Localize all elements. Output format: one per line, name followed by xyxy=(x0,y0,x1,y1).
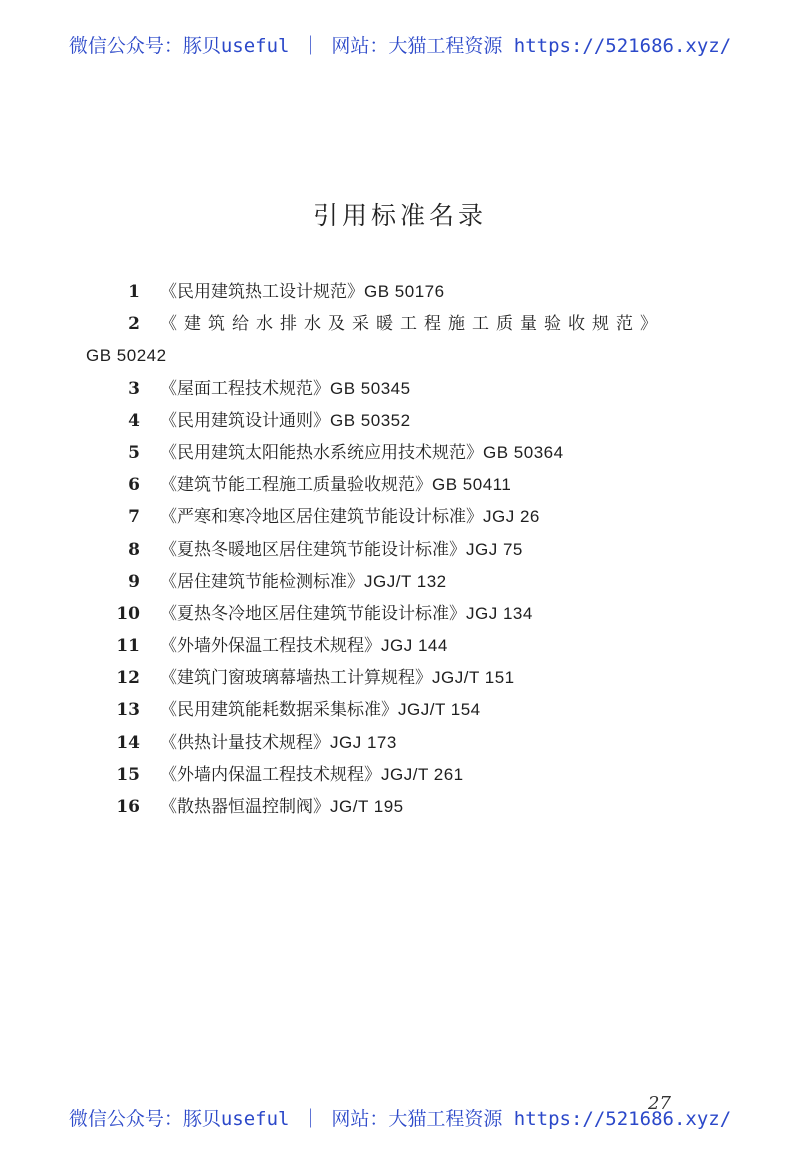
standard-code: GB 50176 xyxy=(364,282,445,301)
standard-name: 《屋面工程技术规范》 xyxy=(160,378,330,399)
item-number: 5 xyxy=(128,442,140,463)
list-item xyxy=(0,630,800,662)
list-item xyxy=(0,598,800,630)
item-number: 15 xyxy=(116,764,140,785)
item-number: 16 xyxy=(116,797,140,817)
list-item xyxy=(0,437,800,469)
item-number: 14 xyxy=(116,732,140,753)
item-number: 3 xyxy=(128,378,140,399)
standard-code: GB 50352 xyxy=(330,410,411,430)
list-item xyxy=(0,791,800,823)
standard-name: 《民用建筑太阳能热水系统应用技术规范》 xyxy=(160,442,483,463)
list-item xyxy=(0,373,800,405)
list-item xyxy=(0,534,800,566)
standard-code: JGJ 144 xyxy=(381,636,448,656)
list-item xyxy=(0,727,800,759)
list-item xyxy=(0,566,800,598)
standard-name: 《民用建筑能耗数据采集标准》 xyxy=(160,700,398,721)
standard-name: 《供热计量技术规程》 xyxy=(160,732,330,753)
standard-name: 《居住建筑节能检测标准》 xyxy=(160,571,364,592)
item-number: 6 xyxy=(128,475,140,496)
standard-code: JGJ 173 xyxy=(330,732,397,752)
list-item xyxy=(0,308,800,340)
standard-code: GB 50411 xyxy=(432,475,512,495)
standard-code: JGJ/T 261 xyxy=(381,764,464,784)
watermark-bottom: 微信公众号：豚贝useful ｜ 网站：大猫工程资源 https://521686.xyz/ xyxy=(68,1108,732,1130)
standard-name: 《夏热冬暖地区居住建筑节能设计标准》 xyxy=(160,539,466,560)
item-number: 12 xyxy=(116,668,140,689)
list-item-continuation xyxy=(0,340,800,372)
list-item xyxy=(0,759,800,791)
standard-name: 《建筑节能工程施工质量验收规范》 xyxy=(160,475,432,496)
standard-name: 《散热器恒温控制阀》 xyxy=(160,797,330,817)
standard-name: 《外墙内保温工程技术规程》 xyxy=(160,764,381,785)
item-number: 11 xyxy=(116,636,140,657)
standard-code: JGJ 75 xyxy=(466,539,523,559)
standard-code: JGJ/T 154 xyxy=(398,700,481,720)
standard-code: GB 50345 xyxy=(330,378,411,398)
standard-name: 《民用建筑设计通则》 xyxy=(160,410,330,431)
list-item xyxy=(0,469,800,501)
standard-code: JGJ/T 132 xyxy=(364,571,447,591)
watermark-top: 微信公众号：豚贝useful ｜ 网站：大猫工程资源 https://521686.xyz/ xyxy=(68,35,732,57)
standard-name: 《建筑给水排水及采暖工程施工质量验收规范》 xyxy=(160,314,664,335)
standard-name: 《民用建筑热工设计规范》 xyxy=(160,282,364,302)
page-title: 引用标准名录 xyxy=(312,201,487,230)
standard-code: JGJ 26 xyxy=(483,507,540,527)
list-item xyxy=(0,501,800,533)
item-number: 4 xyxy=(128,410,140,431)
page-number: 27 xyxy=(648,1093,671,1114)
item-number: 10 xyxy=(116,603,140,624)
list-item xyxy=(0,405,800,437)
item-number: 1 xyxy=(128,282,140,302)
list-item xyxy=(0,662,800,694)
standard-code: GB 50242 xyxy=(86,346,167,366)
standard-code: JGJ 134 xyxy=(466,603,533,623)
standard-name: 《外墙外保温工程技术规程》 xyxy=(160,636,381,657)
list-item xyxy=(0,276,800,308)
item-number: 2 xyxy=(128,314,140,335)
standard-name: 《建筑门窗玻璃幕墙热工计算规程》 xyxy=(160,668,432,689)
item-number: 9 xyxy=(128,571,140,592)
item-number: 8 xyxy=(128,539,140,560)
item-number: 7 xyxy=(128,507,140,528)
reference-list xyxy=(0,276,800,823)
standard-code: JGJ/T 151 xyxy=(432,668,515,688)
standard-code: GB 50364 xyxy=(483,442,564,462)
standard-name: 《严寒和寒冷地区居住建筑节能设计标准》 xyxy=(160,507,483,528)
standard-code: JG/T 195 xyxy=(330,797,404,816)
item-number: 13 xyxy=(116,700,140,721)
list-item xyxy=(0,694,800,726)
standard-name: 《夏热冬冷地区居住建筑节能设计标准》 xyxy=(160,603,466,624)
